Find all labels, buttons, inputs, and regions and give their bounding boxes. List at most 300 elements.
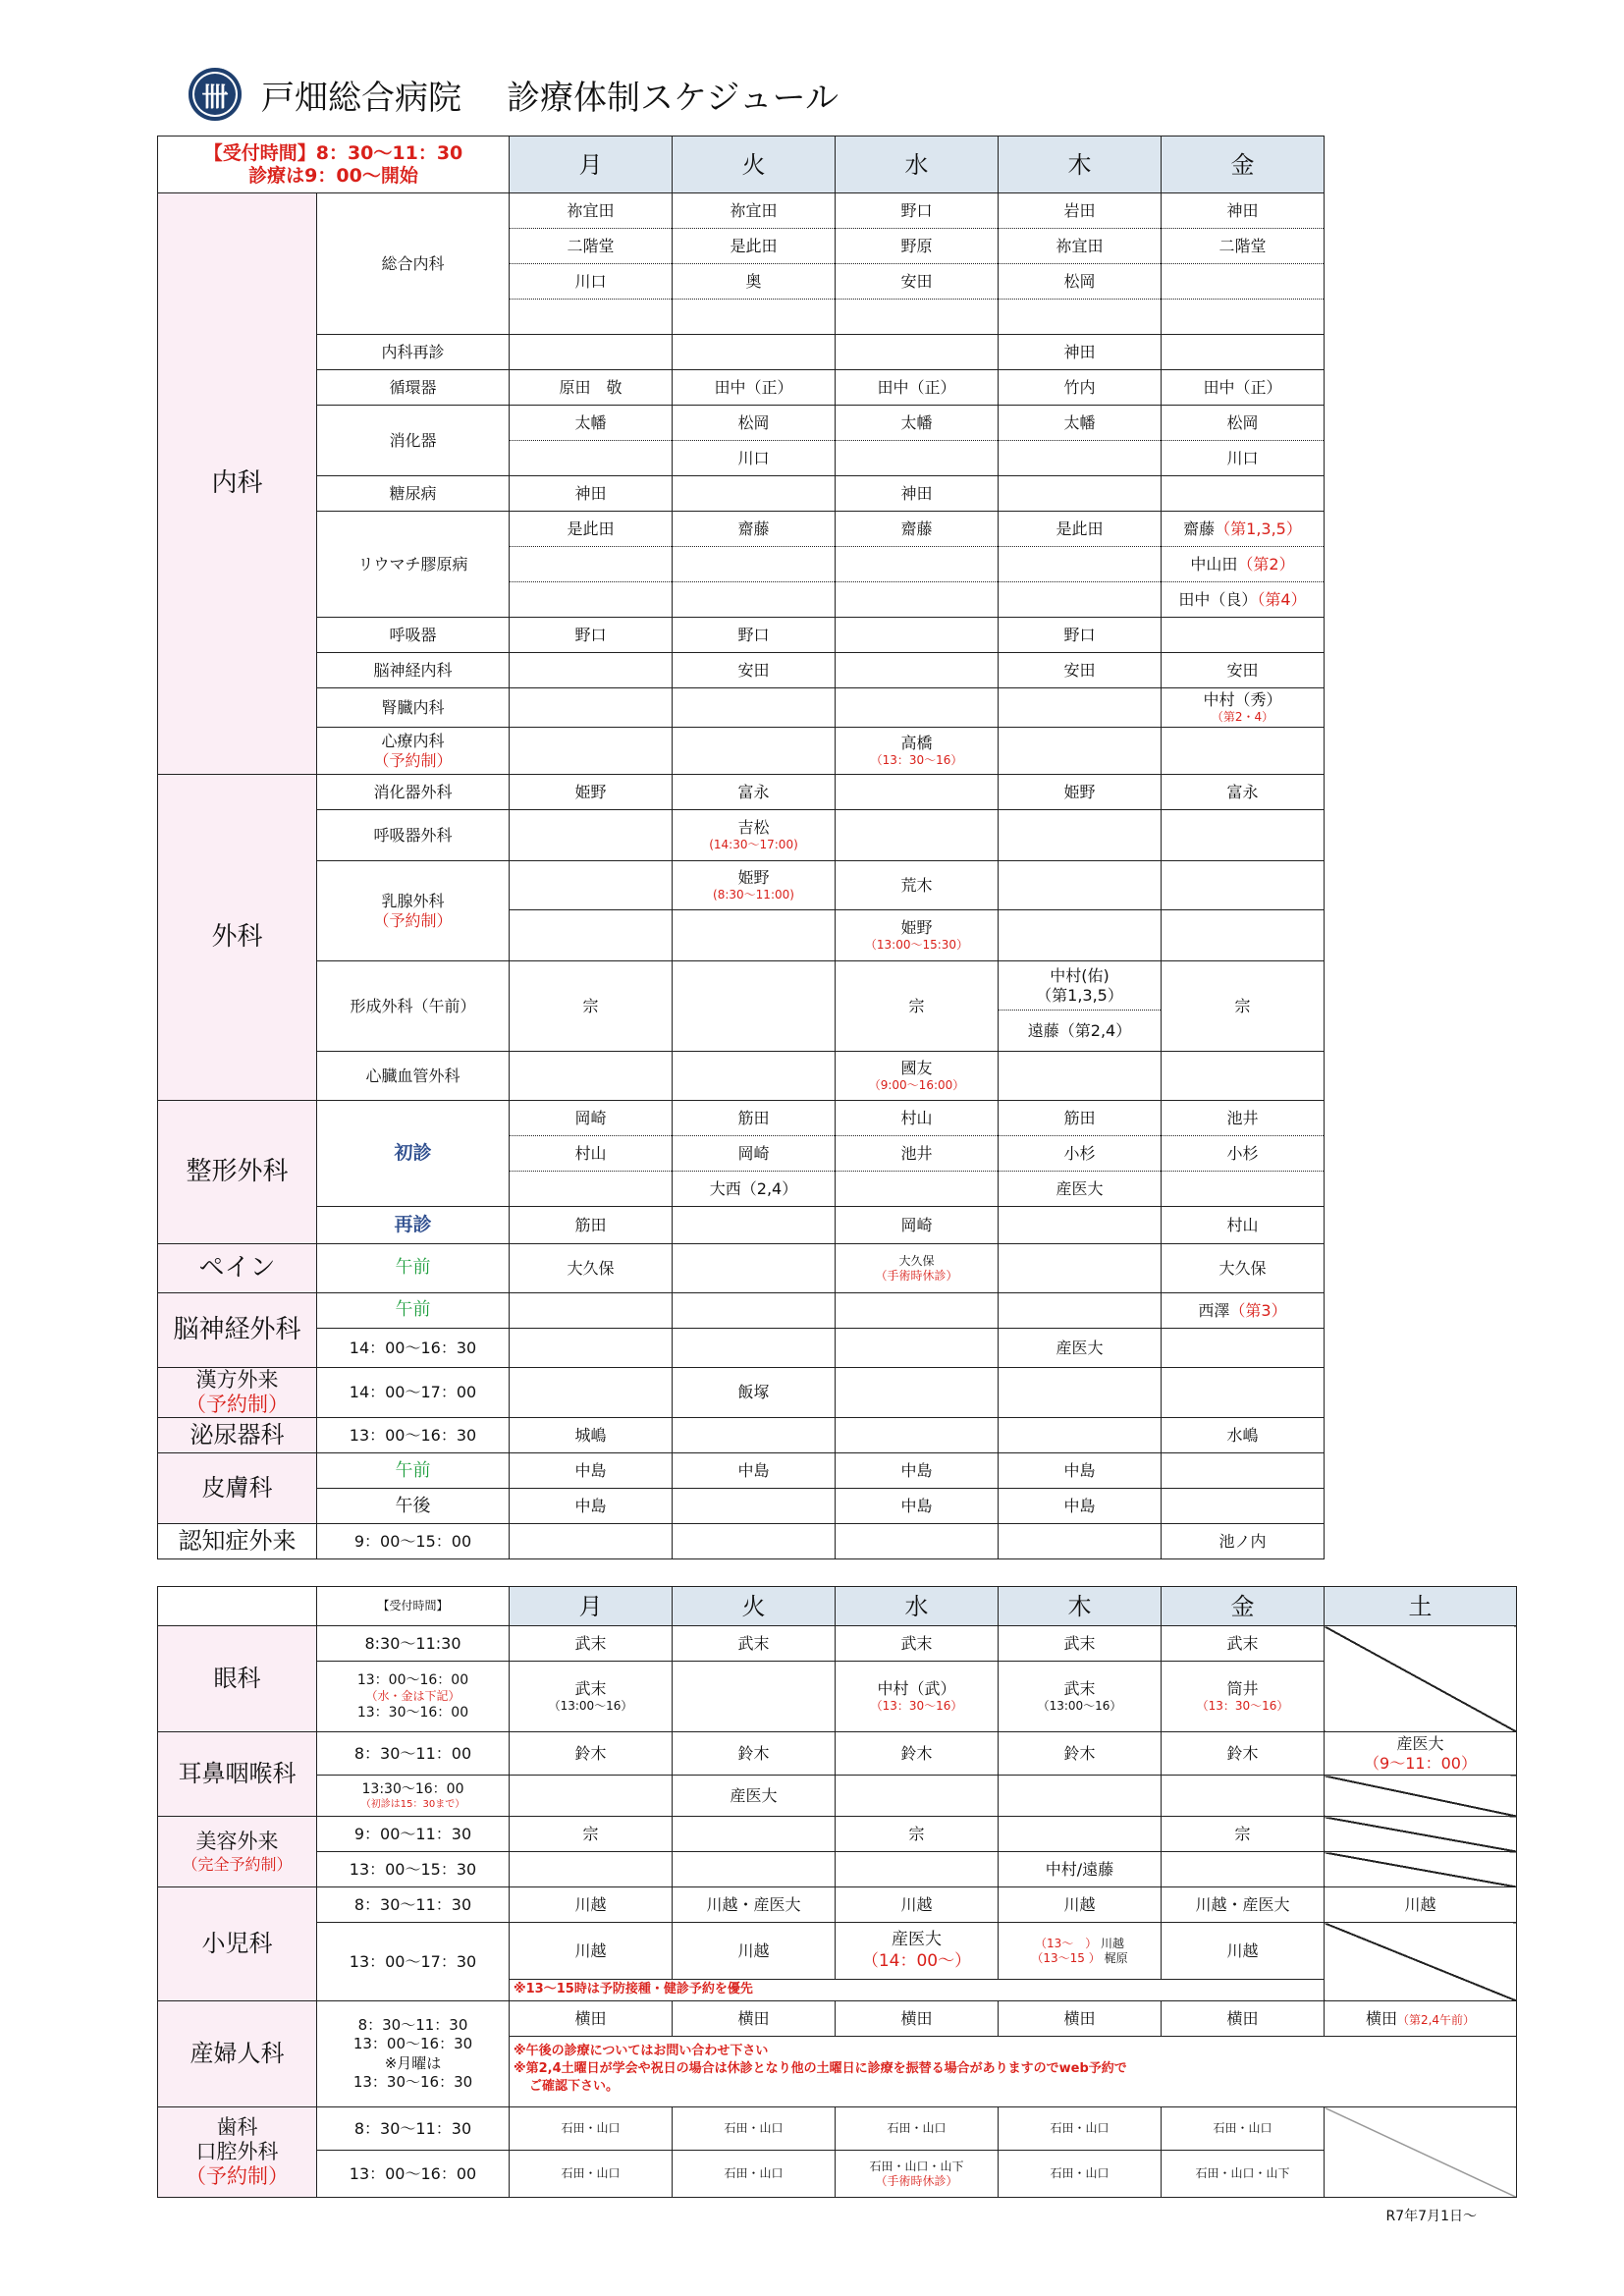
cell: 水嶋 [1162,1418,1325,1453]
cell: 筋田 [999,1101,1162,1136]
cell [1162,1329,1325,1368]
cell: 宗 [836,1817,999,1852]
cell: 飯塚 [673,1368,836,1418]
cell [673,1524,836,1559]
cell: 大久保 [510,1244,673,1293]
time-slot: 8：30〜11：00 [317,1732,510,1776]
cell [1162,476,1325,512]
day-wed: 水 [836,137,999,193]
cell: 安田 [673,653,836,688]
cell [836,1418,999,1453]
cell [999,1524,1162,1559]
cell: 齋藤 [836,512,999,547]
cell [836,1244,999,1293]
dept-naika: 内科 [158,193,317,775]
time-note: （9〜11：00） [1364,1753,1477,1773]
cell: 川越 [510,1923,673,1980]
sub-jinzo-naika: 腎臓内科 [317,688,510,728]
cell: 川越 [836,1887,999,1923]
cell [1162,1368,1325,1418]
cell: 鈴木 [510,1732,673,1776]
cell [673,1489,836,1524]
cell: 岩田 [999,193,1162,229]
reception-time-cell [158,137,510,193]
time-note: （13：30〜16） [870,753,963,768]
cell: 是此田 [999,512,1162,547]
cell [673,1207,836,1244]
sub-shokaki-geka: 消化器外科 [317,775,510,810]
cell [673,1418,836,1453]
cell [999,582,1162,618]
dept-hifu: 皮膚科 [158,1453,317,1524]
time-note: （13〜 ） [1034,1937,1098,1951]
cell [836,1524,999,1559]
doctor: 大久保 [898,1254,935,1269]
cell [836,1368,999,1418]
doctor: 石田・山口・山下 [869,2159,964,2174]
time-note: （9:00〜16:00） [868,1078,965,1093]
time-text: ※月曜は [384,2053,442,2072]
cell: 是此田 [673,229,836,264]
reservation-note: （完全予約制） [182,1854,293,1874]
cell: 宗 [836,961,999,1052]
cell: 安田 [836,264,999,300]
cell [510,653,673,688]
cell [1162,1852,1325,1887]
cell [510,728,673,775]
cell: 鈴木 [673,1732,836,1776]
time-text: 8：30〜11：30 [357,2015,468,2034]
cell: 姫野 [510,775,673,810]
cell: 中島 [836,1453,999,1489]
week-note: （第1,3,5） [1215,519,1302,538]
day-fri: 金 [1162,1587,1325,1626]
cell: 中村/遠藤 [999,1852,1162,1887]
week-note: （第2・4） [1211,710,1274,725]
cell [1162,335,1325,370]
cell: 横田 [510,2001,673,2037]
dept-label: 口腔外科 [195,2139,279,2163]
cell [836,810,999,861]
cell: 石田・山口 [673,2151,836,2198]
cell: 野口 [999,618,1162,653]
time-slot: 9：00〜11：30 [317,1817,510,1852]
cell: 太幡 [999,406,1162,441]
cell [510,1052,673,1101]
cell [999,1244,1162,1293]
sub-keisei-geka: 形成外科（午前） [317,961,510,1052]
cell [836,1852,999,1887]
cell [999,961,1162,1011]
cell [999,1776,1162,1817]
cell [999,1052,1162,1101]
cell: 横田 [836,2001,999,2037]
cell [510,810,673,861]
closure-note: （手術時休診） [875,2173,958,2188]
cell: 武末 [510,1626,673,1662]
cell [999,1207,1162,1244]
closed-cell [1325,1776,1517,1817]
closed-cell [1325,1852,1517,1887]
cell [673,1293,836,1329]
cell: 武末 [999,1626,1162,1662]
cell: 石田・山口 [510,2107,673,2151]
time-text: 13:30〜16：00 [361,1781,464,1798]
doctor: 姫野 [737,868,770,888]
cell [673,728,836,775]
cell: 宗 [510,1817,673,1852]
cell: 松岡 [1162,406,1325,441]
cell: 産医大 [999,1329,1162,1368]
cell: 田中（正） [673,370,836,406]
dept-jibi: 耳鼻咽喉科 [158,1732,317,1817]
cell [673,861,836,910]
dept-label: 漢方外来 [195,1368,279,1392]
time-note: （13:00〜16） [548,1699,633,1714]
cell [999,1418,1162,1453]
cell [510,1524,673,1559]
sub-noshinkei-naika: 脳神経内科 [317,653,510,688]
cell: 祢宜田 [510,193,673,229]
cell [510,1662,673,1732]
cell [1162,1293,1325,1329]
cell: 川越 [510,1887,673,1923]
cell: 太幡 [510,406,673,441]
doctor: 姫野 [900,918,933,938]
cell [673,335,836,370]
cell [999,1293,1162,1329]
cell: 原田 敬 [510,370,673,406]
cell [510,441,673,476]
time-note: （13：30〜16） [1196,1699,1289,1714]
corner-cell [158,1587,317,1626]
cell: 安田 [1162,653,1325,688]
doctor: 吉松 [737,818,770,838]
doctor: 川越 [1101,1937,1125,1951]
cell: 岡崎 [836,1207,999,1244]
cell [673,300,836,335]
time-slot: 13：00〜16：00 [317,2151,510,2198]
closed-cell [1325,1626,1517,1732]
sub-rheumatology: リウマチ膠原病 [317,512,510,618]
cell [673,476,836,512]
cell [673,910,836,961]
note-line: ※午後の診療についてはお問い合わせ下さい [514,2044,769,2058]
cell [1162,861,1325,910]
cell: 川越・産医大 [1162,1887,1325,1923]
day-thu: 木 [999,1587,1162,1626]
dept-kampo [158,1368,317,1418]
cell: 野口 [510,618,673,653]
time-slot [317,1662,510,1732]
time-note: （13：30〜16） [870,1699,963,1714]
week-note: （第2,4午前） [1396,2012,1476,2027]
week-note: （第3） [1229,1300,1287,1320]
schedule-table-second [157,1586,1517,2198]
week-note: （第1,3,5） [1036,985,1123,1005]
cell [673,1244,836,1293]
cell [999,1662,1162,1732]
cell: 小杉 [1162,1136,1325,1172]
doctor: 中村(佑) [1050,965,1110,985]
cell: 池井 [1162,1101,1325,1136]
cell: 筋田 [673,1101,836,1136]
doctor: 田中（良） [1178,589,1258,609]
cell: 村山 [836,1101,999,1136]
time-text: 13：00〜16：30 [352,2035,473,2052]
day-tue: 火 [673,137,836,193]
cell [836,1776,999,1817]
cell [999,910,1162,961]
cell [673,810,836,861]
day-wed: 水 [836,1587,999,1626]
cell [999,810,1162,861]
cell: 是此田 [510,512,673,547]
time-note: (8:30〜11:00) [713,888,794,902]
header [189,65,839,124]
time-slot: 14：00〜17：00 [317,1368,510,1418]
schedule-table-main [157,136,1325,1559]
cell: 富永 [1162,775,1325,810]
dept-biyo [158,1817,317,1887]
cell: 川越 [1162,1923,1325,1980]
time-text: 13：30〜16：30 [352,2073,473,2091]
time-slot: 13：00〜17：30 [317,1923,510,2001]
cell: 中島 [510,1453,673,1489]
cell: 石田・山口 [510,2151,673,2198]
cell: 川口 [673,441,836,476]
cell: 野原 [836,229,999,264]
cell [510,1776,673,1817]
day-thu: 木 [999,137,1162,193]
time-slot [317,1776,510,1817]
sub-saishin: 再診 [317,1207,510,1244]
day-mon: 月 [510,137,673,193]
cell [673,582,836,618]
cell [836,1293,999,1329]
cell [1162,810,1325,861]
doctor: 武末 [1063,1679,1096,1699]
day-fri: 金 [1162,137,1325,193]
sub-tonyobyo: 糖尿病 [317,476,510,512]
cell [673,1852,836,1887]
cell [836,688,999,728]
cell: 横田 [673,2001,836,2037]
cell [673,1817,836,1852]
time-slot: 9：00〜15：00 [317,1524,510,1559]
cell [510,1368,673,1418]
sanfu-notes [510,2037,1517,2107]
time-text: 13：00〜16：00 [356,1672,469,1689]
cell: 池井 [836,1136,999,1172]
cell: 石田・山口 [999,2107,1162,2151]
cell [999,547,1162,582]
time-slot: 8：30〜11：30 [317,2107,510,2151]
hospital-name: 戸畑総合病院 [261,78,461,118]
cell: 二階堂 [510,229,673,264]
doctor: 武末 [574,1679,607,1699]
cell: 川口 [1162,441,1325,476]
cell [1162,688,1325,728]
cell [836,547,999,582]
cell [999,861,1162,910]
cell: 大西（2,4） [673,1172,836,1207]
cell: 安田 [999,653,1162,688]
doctor: 産医大 [1396,1733,1444,1753]
week-note: （第2） [1237,554,1295,574]
closed-cell [1325,2107,1517,2198]
cell: 川口 [510,264,673,300]
cell [836,582,999,618]
cell [1162,1453,1325,1489]
cell [673,1662,836,1732]
cell: 鈴木 [836,1732,999,1776]
week-note: （第4） [1257,589,1307,609]
cell: 宗 [1162,1817,1325,1852]
cell: 宗 [1162,961,1325,1052]
cell [999,476,1162,512]
time-note: （13:00〜15:30） [864,938,969,953]
closed-cell [1325,1923,1517,2001]
cell [1162,264,1325,300]
dept-hinyoki: 泌尿器科 [158,1418,317,1453]
cell [1162,547,1325,582]
note-line: ご確認下さい。 [529,2079,620,2095]
cell [1162,512,1325,547]
cell: 中島 [510,1489,673,1524]
cell [836,618,999,653]
doctor: 國友 [900,1059,933,1078]
cell: 産医大 [999,1172,1162,1207]
cell [510,547,673,582]
cell [999,688,1162,728]
cell [836,775,999,810]
cell [836,1329,999,1368]
time-gogo: 午後 [317,1489,510,1524]
cell [510,861,673,910]
doctor: 西澤 [1198,1300,1230,1320]
cell [673,1052,836,1101]
page-title: 診療体制スケジュール [507,78,839,118]
doctor: 産医大 [892,1930,942,1950]
time-text: 13：30〜16：00 [356,1704,469,1721]
cell [836,1662,999,1732]
hospital-logo [189,68,242,121]
dept-pain: ペイン [158,1244,317,1293]
doctor: 中山田 [1190,554,1238,574]
cell [836,1923,999,1980]
reception-time: 【受付時間】8：30〜11：30 [203,141,463,164]
time-slot: 8:30〜11:30 [317,1626,510,1662]
cell: 石田・山口 [673,2107,836,2151]
cell [510,1172,673,1207]
cell: 松岡 [999,264,1162,300]
cell: 武末 [673,1626,836,1662]
effective-date: R7年7月1日〜 [1385,2209,1477,2224]
cell: 田中（正） [1162,370,1325,406]
doctor: 筒井 [1226,1679,1259,1699]
cell: 武末 [836,1626,999,1662]
cell: 石田・山口 [1162,2107,1325,2151]
cell [1162,1052,1325,1101]
cell: 村山 [1162,1207,1325,1244]
cell: 太幡 [836,406,999,441]
cell [999,1368,1162,1418]
cell [510,910,673,961]
cell: 川越 [673,1923,836,1980]
sub-nyusen-geka [317,861,510,961]
cell: 筋田 [510,1207,673,1244]
cell [1162,300,1325,335]
sub-shoshin: 初診 [317,1101,510,1207]
dept-label: 歯科 [216,2114,258,2139]
cell: 武末 [1162,1626,1325,1662]
dept-seikei-geka: 整形外科 [158,1101,317,1244]
cell: 岡崎 [673,1136,836,1172]
cell [510,1329,673,1368]
time-gozen: 午前 [317,1293,510,1329]
cell [1325,2001,1517,2037]
time-row [999,1951,1161,1965]
cell: 神田 [510,476,673,512]
time-gozen: 午前 [317,1453,510,1489]
cell [836,1172,999,1207]
cell [673,1329,836,1368]
sub-kokyuki-geka: 呼吸器外科 [317,810,510,861]
cell [836,441,999,476]
cell [999,441,1162,476]
cell [673,961,836,1052]
cell: 遠藤（第2,4） [999,1011,1162,1052]
cell: 横田 [999,2001,1162,2037]
logo-mark: 卌 [201,82,229,113]
closed-cell [1325,1817,1517,1852]
start-time: 診療は9：00〜開始 [248,164,418,187]
time-note: （13:00〜16） [1037,1699,1122,1714]
cell: 川越・産医大 [673,1887,836,1923]
sub-label: 心療内科 [381,731,445,750]
time-slot: 14：00〜16：30 [317,1329,510,1368]
cell: 小杉 [999,1136,1162,1172]
sub-sogo-naika: 総合内科 [317,193,510,335]
cell: 川越 [999,1887,1162,1923]
cell: 石田・山口・山下 [1162,2151,1325,2198]
cell: 神田 [1162,193,1325,229]
cell [836,335,999,370]
time-slot [317,2001,510,2107]
cell: 石田・山口 [836,2107,999,2151]
doctor: 齋藤 [1183,519,1216,538]
cell [1162,1776,1325,1817]
cell [510,300,673,335]
cell: 田中（正） [836,370,999,406]
doctor: 中村（秀） [1203,690,1282,710]
cell [1162,618,1325,653]
cell: 池ノ内 [1162,1524,1325,1559]
cell: 大久保 [1162,1244,1325,1293]
cell [1162,1172,1325,1207]
cell: 野口 [673,618,836,653]
cell [673,688,836,728]
cell: 齋藤 [673,512,836,547]
cell: 祢宜田 [673,193,836,229]
time-slot: 13：00〜15：30 [317,1852,510,1887]
cell: 中島 [673,1453,836,1489]
shoni-note: ※13〜15時は予防接種・健診予約を優先 [510,1980,1325,2001]
cell: 松岡 [673,406,836,441]
cell [999,300,1162,335]
sub-kokyuki: 呼吸器 [317,618,510,653]
